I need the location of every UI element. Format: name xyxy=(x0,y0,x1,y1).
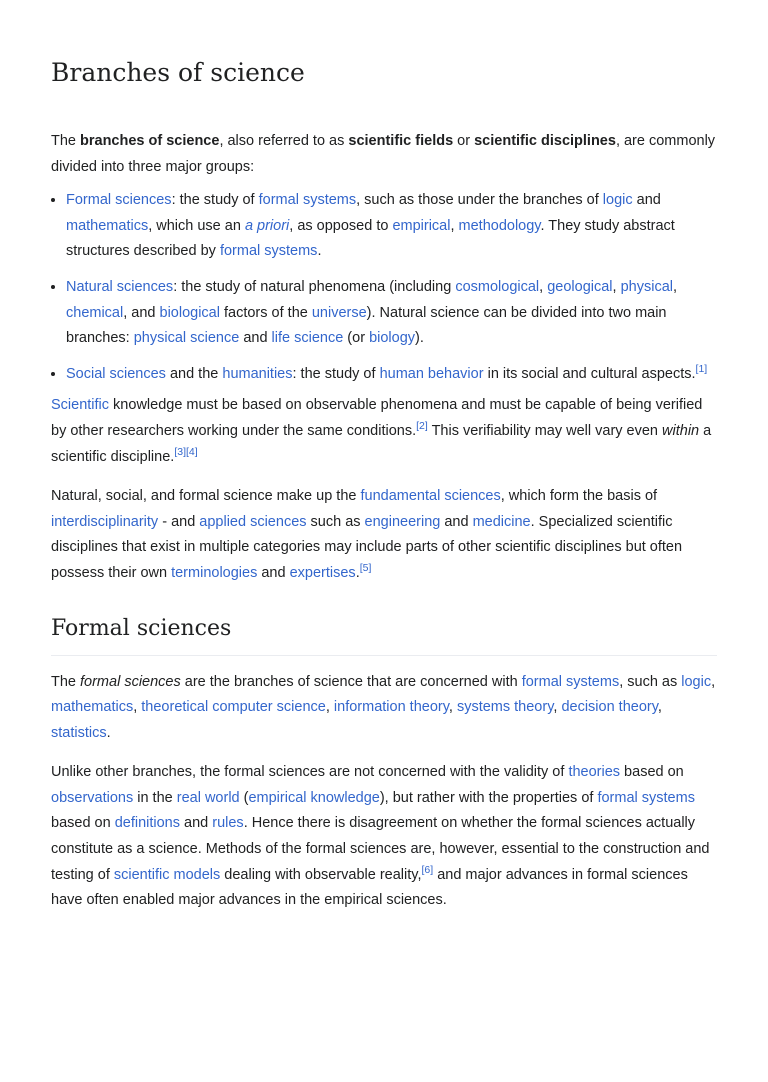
link-geological[interactable]: geological xyxy=(547,278,613,295)
citation-link[interactable]: [1] xyxy=(695,362,708,375)
link-empirical-knowledge[interactable]: empirical knowledge xyxy=(248,789,380,806)
text: , xyxy=(711,673,716,690)
link-chemical[interactable]: chemical xyxy=(66,304,124,321)
link-mathematics[interactable]: mathematics xyxy=(66,217,149,234)
text: in its social and cultural aspects. xyxy=(483,365,696,382)
list-item-formal xyxy=(66,188,717,265)
link-logic[interactable]: logic xyxy=(602,192,633,209)
text: Unlike other branches, the formal sciences are not concerned with the validity of xyxy=(51,764,569,781)
text: ), but rather with the properties of xyxy=(379,789,598,806)
citation-link[interactable]: [3] xyxy=(174,445,186,458)
bold-term: branches of science xyxy=(80,133,220,149)
link-universe[interactable]: universe xyxy=(311,304,367,321)
link-information-theory[interactable]: information theory xyxy=(333,699,449,716)
link-theories[interactable]: theories xyxy=(568,764,621,781)
text: in the xyxy=(133,789,177,806)
text: : the study of xyxy=(292,365,380,382)
link-natural-sciences[interactable]: Natural sciences xyxy=(66,278,174,295)
verifiability-paragraph xyxy=(51,393,717,470)
text: . xyxy=(355,564,360,581)
link-fundamental-sciences[interactable]: fundamental sciences xyxy=(360,488,501,505)
link-decision-theory[interactable]: decision theory xyxy=(561,699,658,716)
text: and xyxy=(632,192,661,209)
text: ). Natural science can be divided into two main branches: xyxy=(66,304,667,347)
text: , xyxy=(448,699,457,716)
text: and major advances in formal sciences have often enabled major advances in the empirical sciences. xyxy=(51,866,688,909)
text: such as xyxy=(306,513,365,530)
link-interdisciplinarity[interactable]: interdisciplinarity xyxy=(51,513,159,530)
text: , xyxy=(450,217,459,234)
citation-link[interactable]: [2] xyxy=(416,420,428,433)
text: dealing with observable reality, xyxy=(220,866,422,883)
link-physical-science[interactable]: physical science xyxy=(133,330,240,347)
bold-term: scientific disciplines xyxy=(474,133,616,149)
citation-1 xyxy=(696,363,708,375)
text: and xyxy=(440,513,473,530)
text: factors of the xyxy=(219,304,312,321)
link-logic[interactable]: logic xyxy=(681,673,712,690)
link-medicine[interactable]: medicine xyxy=(472,513,531,530)
citation-5 xyxy=(360,562,372,574)
citation-4 xyxy=(186,446,198,458)
text: , as opposed to xyxy=(289,217,393,234)
text: Natural, social, and formal science make up the xyxy=(51,488,361,505)
link-formal-sciences[interactable]: Formal sciences xyxy=(66,192,172,209)
link-definitions[interactable]: definitions xyxy=(114,815,180,832)
link-a-priori[interactable] xyxy=(245,218,289,234)
text: based on xyxy=(620,764,684,781)
link-statistics[interactable]: statistics xyxy=(51,724,107,741)
section-heading-formal-sciences: Formal sciences xyxy=(51,615,717,656)
link-human-behavior[interactable]: human behavior xyxy=(379,365,484,382)
citation-3 xyxy=(174,446,186,458)
link-formal-systems[interactable]: formal systems xyxy=(219,243,318,260)
link-life-science[interactable]: life science xyxy=(271,330,344,347)
text: and xyxy=(239,330,272,347)
citation-link[interactable]: [5] xyxy=(359,562,372,575)
text: . xyxy=(317,243,322,260)
page-title: Branches of science xyxy=(51,58,305,87)
link-formal-systems[interactable]: formal systems xyxy=(521,673,620,690)
italic-text: formal sciences xyxy=(80,673,181,690)
text: , xyxy=(657,699,662,716)
fundamental-sciences-paragraph xyxy=(51,484,717,586)
bold-term: scientific fields xyxy=(348,133,454,149)
text: , which form the basis of xyxy=(500,488,658,505)
section-heading-wrap xyxy=(51,615,717,656)
link-real-world[interactable]: real world xyxy=(176,789,240,806)
text: - and xyxy=(158,513,200,530)
link-mathematics[interactable]: mathematics xyxy=(51,699,134,716)
link-biology[interactable]: biology xyxy=(369,330,416,347)
text: and the xyxy=(165,365,223,382)
text: , xyxy=(672,278,678,295)
link-applied-sciences[interactable]: applied sciences xyxy=(199,513,307,530)
text: a scientific discipline. xyxy=(51,422,712,465)
link-engineering[interactable]: engineering xyxy=(364,513,441,530)
text: knowledge must be based on observable phenomena and must be capable of being verified by other researchers working under the same conditions. xyxy=(51,397,703,439)
text: : the study of natural phenomena (including xyxy=(173,278,456,295)
italic-text: within xyxy=(662,422,700,439)
link-theoretical-computer-science[interactable]: theoretical computer science xyxy=(141,699,326,716)
citation-link[interactable]: [6] xyxy=(421,863,434,876)
list-item-social xyxy=(66,362,717,388)
science-groups-list xyxy=(51,188,717,387)
link-expertises[interactable]: expertises xyxy=(289,564,356,581)
citation-6 xyxy=(421,864,433,876)
text: are the branches of science that are concerned with xyxy=(180,673,522,690)
link-scientific-models[interactable]: scientific models xyxy=(113,866,221,883)
link-rules[interactable]: rules xyxy=(212,815,244,832)
text: (or xyxy=(343,330,370,347)
text: ). xyxy=(415,330,424,347)
citation-2 xyxy=(416,420,428,432)
text: , xyxy=(612,278,621,295)
link-formal-systems[interactable]: formal systems xyxy=(597,789,695,806)
text: and xyxy=(257,564,290,581)
text: , which use an xyxy=(148,217,245,234)
link-observations[interactable]: observations xyxy=(51,789,134,806)
text: , also referred to as xyxy=(219,133,349,149)
text: , such as those under the branches of xyxy=(356,192,603,209)
link-social-sciences[interactable]: Social sciences xyxy=(66,365,166,382)
citation-link[interactable]: [4] xyxy=(186,445,198,458)
link-scientific[interactable]: Scientific xyxy=(51,397,110,414)
text: , such as xyxy=(619,673,682,690)
text: . They study abstract structures described by xyxy=(66,217,675,260)
text: , xyxy=(325,699,334,716)
link-humanities[interactable]: humanities xyxy=(222,365,293,382)
link-biological[interactable]: biological xyxy=(159,304,220,321)
link-methodology[interactable]: methodology xyxy=(458,217,541,234)
text: . xyxy=(106,724,111,741)
link-empirical[interactable]: empirical xyxy=(392,217,451,234)
text: . Specialized scientific disciplines that exist in multiple categories may include parts of other scientific disciplines but often possess their own xyxy=(51,513,683,581)
link-physical[interactable]: physical xyxy=(620,278,673,295)
text: based on xyxy=(51,815,115,832)
link-formal-systems[interactable]: formal systems xyxy=(258,192,357,209)
text: , are commonly divided into three major groups: xyxy=(51,133,716,175)
list-item-natural xyxy=(66,275,717,352)
text: The xyxy=(51,133,81,149)
text: , and xyxy=(123,304,160,321)
text: or xyxy=(453,133,475,149)
text: This verifiability may well vary even xyxy=(427,422,663,439)
text: and xyxy=(180,815,213,832)
formal-sciences-paragraph-1 xyxy=(51,670,717,747)
text: . Hence there is disagreement on whether the formal sciences actually constitute as a science. Methods of the formal sciences are, however, essential to the construction and testing of xyxy=(51,815,710,883)
link-systems-theory[interactable]: systems theory xyxy=(456,699,554,716)
text: , xyxy=(539,278,548,295)
text: , xyxy=(553,699,562,716)
text: : the study of xyxy=(171,192,259,209)
text: The xyxy=(51,673,81,690)
formal-sciences-paragraph-2 xyxy=(51,760,717,914)
link-cosmological[interactable]: cosmological xyxy=(455,278,540,295)
italic-text: a priori xyxy=(244,217,290,234)
article xyxy=(0,58,768,914)
text: ( xyxy=(239,789,249,806)
text: , xyxy=(133,699,142,716)
link-terminologies[interactable]: terminologies xyxy=(171,564,258,581)
intro-paragraph xyxy=(51,129,717,180)
